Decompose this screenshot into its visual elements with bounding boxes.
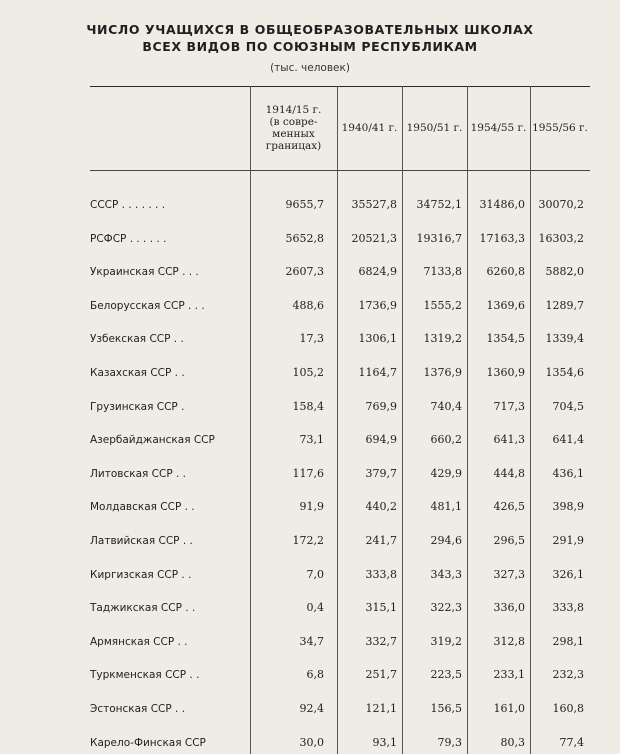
value-cell: 79,3	[437, 735, 462, 749]
republic-name: Азербайджанская ССР	[90, 434, 215, 447]
table-row	[90, 632, 590, 652]
value-cell: 436,1	[552, 466, 584, 480]
table-row	[90, 699, 590, 719]
value-cell: 232,3	[552, 668, 584, 682]
value-cell: 332,7	[365, 634, 397, 648]
republic-name: Белорусская ССР . . .	[90, 299, 205, 312]
value-cell: 294,6	[430, 534, 462, 547]
value-cell: 77,4	[559, 735, 584, 749]
table-row	[90, 565, 590, 585]
value-cell: 80,3	[500, 735, 525, 749]
value-cell: 251,7	[365, 668, 397, 682]
value-cell: 704,5	[552, 399, 584, 413]
value-cell: 694,9	[365, 433, 397, 447]
value-cell: 105,2	[292, 366, 324, 379]
table-row	[90, 665, 590, 685]
value-cell: 6,8	[306, 668, 324, 682]
column-divider	[530, 86, 531, 754]
table-row	[90, 430, 590, 450]
value-cell: 315,1	[365, 601, 397, 615]
value-cell: 343,3	[430, 567, 462, 581]
value-cell: 1306,1	[358, 332, 397, 346]
table-title-line-1: ЧИСЛО УЧАЩИХСЯ В ОБЩЕОБРАЗОВАТЕЛЬНЫХ ШКОЛАХ	[86, 22, 534, 37]
value-cell: 1354,5	[486, 332, 525, 346]
value-cell: 717,3	[493, 399, 525, 413]
value-cell: 16303,2	[538, 231, 584, 245]
table-row	[90, 464, 590, 484]
value-cell: 1339,4	[545, 332, 584, 346]
value-cell: 161,0	[493, 702, 525, 715]
value-cell: 660,2	[430, 433, 462, 447]
table-row	[90, 497, 590, 517]
value-cell: 17163,3	[479, 231, 525, 245]
header-bottom-rule	[90, 170, 590, 171]
value-cell: 117,6	[292, 466, 324, 480]
value-cell: 9655,7	[285, 198, 324, 211]
republic-name: Туркменская ССР . .	[90, 669, 200, 682]
value-cell: 444,8	[493, 466, 525, 480]
value-cell: 488,6	[292, 298, 324, 312]
table-row	[90, 397, 590, 417]
value-cell: 31486,0	[479, 198, 525, 211]
value-cell: 233,1	[493, 668, 525, 682]
value-cell: 1354,6	[545, 366, 584, 379]
value-cell: 1369,6	[486, 298, 525, 312]
value-cell: 740,4	[430, 399, 462, 413]
value-cell: 319,2	[430, 634, 462, 648]
statistics-table	[90, 86, 590, 754]
column-header-1955: 1955/56 г.	[532, 122, 588, 134]
value-cell: 333,8	[552, 601, 584, 615]
value-cell: 7133,8	[423, 265, 462, 279]
republic-name: Таджикская ССР . .	[90, 602, 196, 615]
column-divider	[250, 86, 251, 754]
republic-name: СССР . . . . . . .	[90, 199, 166, 211]
republic-name: Эстонская ССР . .	[90, 703, 186, 715]
value-cell: 641,3	[493, 433, 525, 447]
value-cell: 426,5	[493, 500, 525, 514]
republic-name: Грузинская ССР .	[90, 400, 185, 413]
table-row	[90, 598, 590, 618]
value-cell: 398,9	[552, 500, 584, 514]
value-cell: 641,4	[552, 433, 584, 447]
value-cell: 5882,0	[545, 265, 584, 279]
column-header-1914: 1914/15 г. (в совре- менных границах)	[265, 104, 322, 152]
column-divider	[402, 86, 403, 754]
value-cell: 481,1	[430, 500, 462, 514]
value-cell: 327,3	[493, 567, 525, 581]
value-cell: 91,9	[299, 500, 324, 514]
republic-name: Казахская ССР . .	[90, 367, 185, 379]
column-header-1954: 1954/55 г.	[470, 122, 527, 134]
table-row	[90, 296, 590, 316]
republic-name: Карело-Финская ССР	[90, 736, 206, 749]
value-cell: 241,7	[365, 534, 397, 547]
value-cell: 1289,7	[545, 298, 584, 312]
column-divider	[337, 86, 338, 754]
value-cell: 333,8	[365, 567, 397, 581]
value-cell: 35527,8	[351, 198, 397, 211]
table-row	[90, 195, 590, 215]
value-cell: 296,5	[493, 534, 525, 547]
value-cell: 19316,7	[416, 231, 462, 245]
value-cell: 223,5	[430, 668, 462, 682]
value-cell: 326,1	[552, 567, 584, 581]
value-cell: 30,0	[299, 735, 324, 749]
value-cell: 312,8	[493, 634, 525, 648]
value-cell: 34752,1	[416, 198, 462, 211]
table-row	[90, 329, 590, 349]
value-cell: 158,4	[292, 399, 324, 413]
value-cell: 1319,2	[423, 332, 462, 346]
value-cell: 0,4	[306, 601, 324, 615]
table-title-line-2: ВСЕХ ВИДОВ ПО СОЮЗНЫМ РЕСПУБЛИКАМ	[142, 39, 478, 54]
republic-name: Армянская ССР . .	[90, 635, 188, 648]
republic-name: Литовская ССР . .	[90, 467, 186, 480]
republic-name: Молдавская ССР . .	[90, 501, 195, 514]
value-cell: 20521,3	[351, 231, 397, 245]
table-row	[90, 363, 590, 383]
value-cell: 322,3	[430, 601, 462, 615]
value-cell: 291,9	[552, 534, 584, 547]
value-cell: 379,7	[365, 466, 397, 480]
republic-name: Киргизская ССР . .	[90, 568, 192, 581]
republic-name: Латвийская ССР . .	[90, 535, 193, 547]
republic-name: Узбекская ССР . .	[90, 333, 184, 346]
value-cell: 34,7	[299, 634, 324, 648]
value-cell: 7,0	[306, 567, 324, 581]
value-cell: 6824,9	[358, 265, 397, 279]
value-cell: 73,1	[299, 433, 324, 447]
value-cell: 5652,8	[285, 231, 324, 245]
value-cell: 160,8	[552, 702, 584, 715]
value-cell: 121,1	[365, 702, 397, 715]
value-cell: 92,4	[299, 702, 324, 715]
table-row	[90, 262, 590, 282]
value-cell: 298,1	[552, 634, 584, 648]
value-cell: 769,9	[365, 399, 397, 413]
value-cell: 6260,8	[486, 265, 525, 279]
value-cell: 1736,9	[358, 298, 397, 312]
value-cell: 1555,2	[423, 298, 462, 312]
value-cell: 336,0	[493, 601, 525, 615]
value-cell: 156,5	[430, 702, 462, 715]
column-header-1940: 1940/41 г.	[341, 122, 398, 134]
unit-label: (тыс. человек)	[270, 62, 350, 74]
value-cell: 17,3	[299, 332, 324, 346]
value-cell: 93,1	[372, 735, 397, 749]
column-divider	[467, 86, 468, 754]
republic-name: Украинская ССР . . .	[90, 266, 199, 279]
value-cell: 429,9	[430, 466, 462, 480]
value-cell: 2607,3	[285, 265, 324, 279]
value-cell: 1360,9	[486, 366, 525, 379]
table-row	[90, 229, 590, 249]
table-row	[90, 531, 590, 551]
value-cell: 172,2	[292, 534, 324, 547]
value-cell: 1376,9	[423, 366, 462, 379]
table-row	[90, 733, 590, 753]
value-cell: 1164,7	[358, 366, 397, 379]
column-header-1950: 1950/51 г.	[406, 122, 463, 134]
value-cell: 440,2	[365, 500, 397, 514]
republic-name: РСФСР . . . . . .	[90, 232, 167, 245]
value-cell: 30070,2	[538, 198, 584, 211]
